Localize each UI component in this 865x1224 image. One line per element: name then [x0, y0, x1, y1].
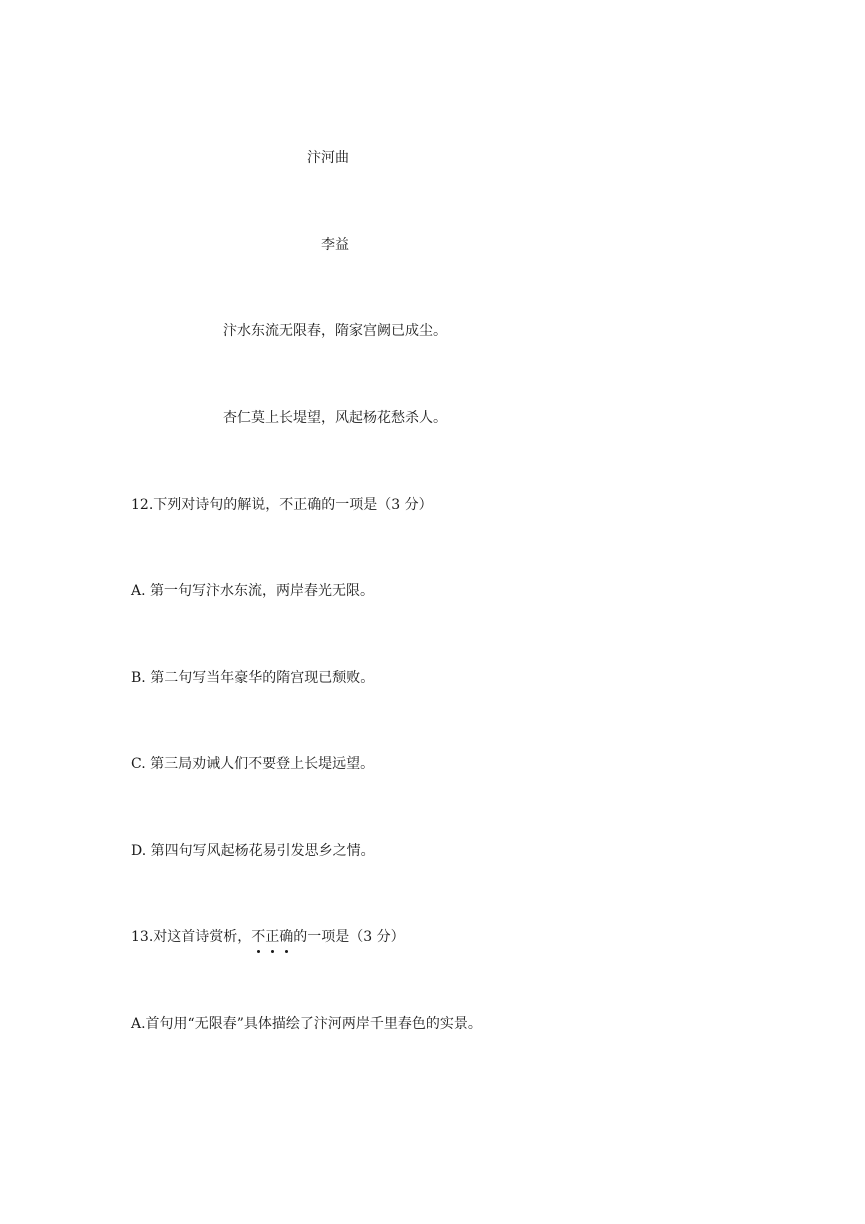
poem-line-1: 汴水东流无限春，隋家宫阙已成尘。	[223, 323, 447, 339]
poem-title: 汴河曲	[307, 150, 349, 166]
question-12-option-a: A. 第一句写汴水东流，两岸春光无限。	[131, 583, 375, 599]
emphasis-char: 正	[265, 929, 280, 945]
poem-author: 李益	[321, 237, 349, 253]
question-13-option-a: A.首句用“无限春”具体描绘了汴河两岸千里春色的实景。	[131, 1016, 482, 1032]
question-13-stem-suffix: 的一项是（3 分）	[293, 929, 405, 945]
emphasis-char: 确	[279, 929, 294, 945]
question-12-option-c: C. 第三局劝诫人们不要登上长堤远望。	[131, 756, 375, 772]
question-13-stem-prefix: 13.对这首诗赏析，	[131, 929, 252, 945]
emphasis-char: 不	[251, 929, 266, 945]
poem-line-2: 杏仁莫上长堤望，风起杨花愁杀人。	[223, 410, 447, 426]
question-13-stem	[131, 927, 405, 947]
question-12-stem: 12.下列对诗句的解说，不正确的一项是（3 分）	[131, 497, 433, 513]
question-12-option-b: B. 第二句写当年豪华的隋宫现已颓败。	[131, 670, 375, 686]
question-12-option-d: D. 第四句写风起杨花易引发思乡之情。	[131, 843, 375, 859]
